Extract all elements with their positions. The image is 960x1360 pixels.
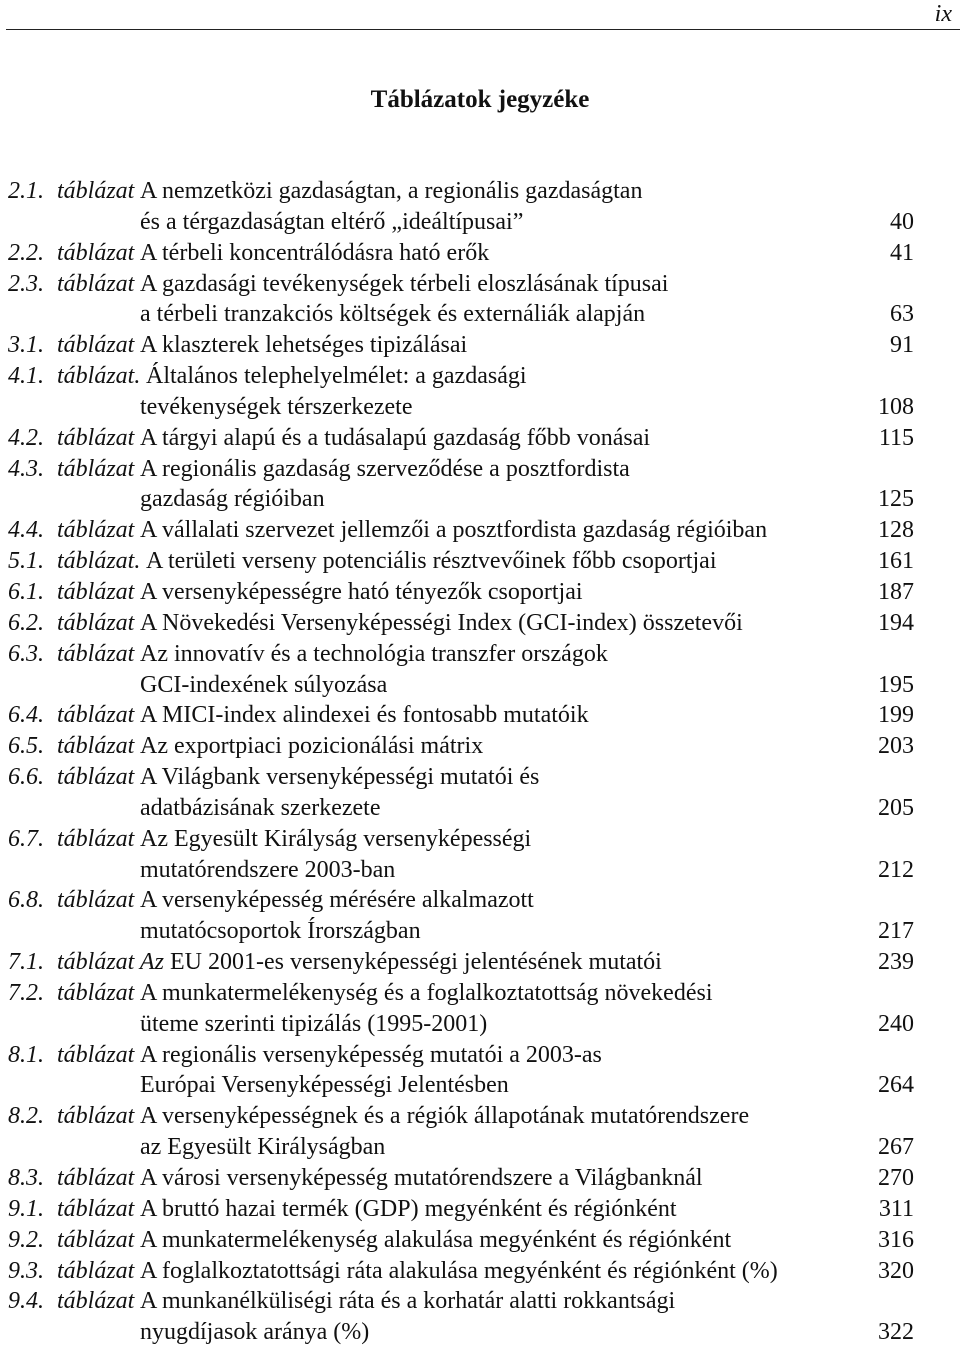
table-number: 2.1. bbox=[8, 178, 44, 204]
toc-entry-line bbox=[0, 793, 960, 824]
toc-entry-line bbox=[0, 700, 960, 731]
table-title: A foglalkoztatottsági ráta alakulása megyénként és régiónként (%) bbox=[140, 1257, 778, 1284]
table-title: A munkatermelékenység alakulása megyénként és régiónként bbox=[140, 1226, 732, 1253]
table-number: 7.1. bbox=[8, 949, 44, 976]
table-number: 8.1. bbox=[8, 1041, 44, 1068]
table-title: Az exportpiaci pozicionálási mátrix bbox=[140, 733, 484, 760]
toc-entry[interactable] bbox=[0, 269, 960, 331]
table-number: 9.4. bbox=[8, 1288, 44, 1315]
table-number: 4.3. bbox=[8, 455, 44, 482]
toc-entry-line bbox=[0, 1286, 960, 1317]
table-title: GCI-indexének súlyozása bbox=[140, 671, 388, 698]
page-ref: 240 bbox=[878, 1010, 914, 1037]
page-ref: 320 bbox=[878, 1257, 914, 1284]
toc-entry[interactable] bbox=[0, 515, 960, 546]
toc-entry-line bbox=[0, 299, 960, 330]
table-list bbox=[0, 176, 960, 1348]
table-title: A versenyképességre ható tényezők csoportjai bbox=[140, 578, 583, 605]
table-label: táblázat bbox=[57, 887, 135, 914]
table-number: 8.3. bbox=[8, 1165, 44, 1191]
table-label: táblázat bbox=[57, 1165, 135, 1191]
page-ref: 187 bbox=[878, 578, 914, 605]
table-label: táblázat bbox=[57, 609, 135, 636]
table-label: táblázat bbox=[57, 702, 135, 729]
page-ref: 91 bbox=[890, 332, 914, 359]
table-title: Európai Versenyképességi Jelentésben bbox=[140, 1072, 509, 1099]
toc-entry-line bbox=[0, 762, 960, 793]
table-title: A bruttó hazai termék (GDP) megyénként és régiónként bbox=[140, 1195, 677, 1222]
table-number: 9.2. bbox=[8, 1226, 44, 1253]
table-number: 6.4. bbox=[8, 702, 44, 729]
page-ref: 205 bbox=[878, 794, 914, 821]
toc-entry[interactable] bbox=[0, 330, 960, 361]
table-title: A munkatermelékenység és a foglalkoztatottság növekedési bbox=[140, 979, 713, 1006]
page-ref: 195 bbox=[878, 671, 914, 698]
table-label: táblázat bbox=[57, 733, 135, 760]
page-ref: 322 bbox=[878, 1319, 914, 1346]
toc-entry-line bbox=[0, 484, 960, 515]
table-title: Általános telephelyelmélet: a gazdasági bbox=[146, 363, 527, 390]
table-label: táblázat bbox=[57, 578, 135, 605]
page-ref: 217 bbox=[878, 918, 914, 945]
table-title: A versenyképesség mérésére alkalmazott bbox=[140, 887, 534, 914]
toc-entry-line bbox=[0, 1040, 960, 1071]
table-number: 6.6. bbox=[8, 764, 44, 791]
table-label: táblázat bbox=[57, 517, 135, 544]
toc-entry[interactable] bbox=[0, 176, 960, 238]
toc-entry[interactable] bbox=[0, 577, 960, 608]
table-title: A Növekedési Versenyképességi Index (GCI-index) összetevői bbox=[140, 609, 743, 636]
toc-entry-line bbox=[0, 1101, 960, 1132]
table-label: táblázat. bbox=[57, 548, 141, 575]
toc-entry[interactable] bbox=[0, 731, 960, 762]
page-ref: 199 bbox=[878, 702, 914, 729]
table-title: adatbázisának szerkezete bbox=[140, 794, 381, 821]
page-ref: 194 bbox=[878, 609, 914, 636]
table-title: A Világbank versenyképességi mutatói és bbox=[140, 764, 540, 791]
page-ref: 125 bbox=[878, 486, 914, 513]
page-ref: 161 bbox=[878, 548, 914, 575]
table-title: A gazdasági tevékenységek térbeli eloszlásának típusai bbox=[140, 270, 669, 297]
table-title: A területi verseny potenciális résztvevőinek főbb csoportjai bbox=[146, 548, 717, 575]
table-label: táblázat bbox=[57, 1288, 135, 1315]
table-title: A MICI-index alindexei és fontosabb mutatóik bbox=[140, 702, 589, 729]
toc-entry[interactable] bbox=[0, 1256, 960, 1287]
table-label: táblázat bbox=[57, 1041, 135, 1068]
toc-entry-line bbox=[0, 238, 960, 269]
table-title: mutatócsoportok Írországban bbox=[140, 918, 421, 945]
table-title: A tárgyi alapú és a tudásalapú gazdaság főbb vonásai bbox=[140, 424, 651, 451]
table-number: 5.1. bbox=[8, 548, 44, 575]
table-title: A vállalati szervezet jellemzői a posztfordista gazdaság régióiban bbox=[140, 517, 768, 544]
toc-entry[interactable] bbox=[0, 546, 960, 577]
table-label: táblázat bbox=[57, 825, 135, 852]
toc-entry-line bbox=[0, 855, 960, 886]
table-number: 9.3. bbox=[8, 1257, 44, 1284]
table-number: 6.3. bbox=[8, 640, 44, 667]
page-title: Táblázatok jegyzéke bbox=[370, 86, 590, 113]
table-label: táblázat bbox=[57, 764, 135, 791]
table-title: A nemzetközi gazdaságtan, a regionális gazdaságtan bbox=[140, 178, 643, 204]
table-title: üteme szerinti tipizálás (1995-2001) bbox=[140, 1010, 488, 1037]
toc-entry[interactable] bbox=[0, 700, 960, 731]
toc-entry-line bbox=[0, 269, 960, 300]
toc-entry-line bbox=[0, 1163, 960, 1194]
table-label: táblázat bbox=[57, 455, 135, 482]
table-number: 2.2. bbox=[8, 239, 44, 266]
table-number: 6.8. bbox=[8, 887, 44, 914]
table-title: Az Egyesült Királyság versenyképességi bbox=[140, 825, 532, 852]
page-ref: 63 bbox=[890, 301, 914, 328]
toc-entry-line bbox=[0, 639, 960, 670]
toc-entry[interactable] bbox=[0, 947, 960, 978]
table-number: 2.3. bbox=[8, 270, 44, 297]
toc-entry-line bbox=[0, 947, 960, 978]
toc-entry[interactable] bbox=[0, 1040, 960, 1102]
page-number: ix bbox=[934, 1, 952, 27]
page-header bbox=[6, 0, 960, 30]
toc-entry[interactable] bbox=[0, 1286, 960, 1348]
table-number: 3.1. bbox=[8, 332, 44, 359]
page-ref: 128 bbox=[878, 517, 914, 544]
toc-entry-line bbox=[0, 515, 960, 546]
table-label: táblázat bbox=[57, 270, 135, 297]
page-ref: 264 bbox=[878, 1072, 914, 1099]
toc-entry[interactable] bbox=[0, 1101, 960, 1163]
table-title: A klaszterek lehetséges tipizálásai bbox=[140, 332, 468, 359]
table-label: táblázat bbox=[57, 1257, 135, 1284]
table-label: táblázat bbox=[57, 239, 135, 266]
toc-entry-line bbox=[0, 1256, 960, 1287]
toc-entry[interactable] bbox=[0, 762, 960, 824]
table-number: 4.4. bbox=[8, 517, 44, 544]
toc-entry-line bbox=[0, 330, 960, 361]
toc-entry-line bbox=[0, 670, 960, 701]
toc-entry-line bbox=[0, 824, 960, 855]
toc-entry-line bbox=[0, 176, 960, 207]
toc-entry-line bbox=[0, 1317, 960, 1348]
toc-entry-line bbox=[0, 1225, 960, 1256]
toc-entry-line bbox=[0, 885, 960, 916]
toc-entry-line bbox=[0, 1070, 960, 1101]
toc-entry[interactable] bbox=[0, 978, 960, 1040]
page-ref: 239 bbox=[878, 949, 914, 976]
table-title: A versenyképességnek és a régiók állapotának mutatórendszere bbox=[140, 1103, 750, 1130]
table-title: és a térgazdaságtan eltérő „ideáltípusai” bbox=[140, 208, 524, 235]
table-number: 6.1. bbox=[8, 578, 44, 605]
page-ref: 108 bbox=[878, 393, 914, 420]
page-ref: 311 bbox=[878, 1195, 914, 1222]
table-number: 6.2. bbox=[8, 609, 44, 636]
table-title: nyugdíjasok aránya (%) bbox=[140, 1319, 370, 1346]
page-ref: 267 bbox=[878, 1134, 914, 1161]
toc-entry-line bbox=[0, 1009, 960, 1040]
table-number: 6.5. bbox=[8, 733, 44, 760]
toc-entry-line bbox=[0, 978, 960, 1009]
toc-entry-line bbox=[0, 577, 960, 608]
table-label: táblázat bbox=[57, 178, 135, 204]
toc-entry-line bbox=[0, 454, 960, 485]
toc-entry[interactable] bbox=[0, 824, 960, 886]
page-ref: 270 bbox=[878, 1165, 914, 1191]
page-ref: 115 bbox=[878, 424, 914, 451]
table-title: A térbeli koncentrálódásra ható erők bbox=[140, 239, 490, 266]
table-number: 8.2. bbox=[8, 1103, 44, 1130]
table-label: táblázat bbox=[57, 332, 135, 359]
table-label: táblázat bbox=[57, 424, 135, 451]
toc-entry[interactable] bbox=[0, 639, 960, 701]
table-label: táblázat bbox=[57, 1195, 135, 1222]
page-ref: 212 bbox=[878, 856, 914, 883]
table-label: táblázat. bbox=[57, 363, 141, 390]
toc-entry-line bbox=[0, 207, 960, 238]
toc-entry-line bbox=[0, 1194, 960, 1225]
table-title: A városi versenyképesség mutatórendszere a Világbanknál bbox=[140, 1165, 703, 1191]
toc-entry-line bbox=[0, 916, 960, 947]
table-title: gazdaság régióiban bbox=[140, 486, 325, 513]
toc-entry[interactable] bbox=[0, 361, 960, 423]
table-label: táblázat bbox=[57, 1226, 135, 1253]
page-ref: 40 bbox=[890, 208, 914, 235]
toc-entry[interactable] bbox=[0, 608, 960, 639]
table-title: az Egyesült Királyságban bbox=[140, 1134, 386, 1161]
toc-entry[interactable] bbox=[0, 1194, 960, 1225]
toc-entry-line bbox=[0, 608, 960, 639]
table-title: Az innovatív és a technológia transzfer országok bbox=[140, 640, 608, 667]
toc-entry[interactable] bbox=[0, 454, 960, 516]
table-label: táblázat bbox=[57, 1103, 135, 1130]
toc-entry[interactable] bbox=[0, 885, 960, 947]
table-number: 4.2. bbox=[8, 424, 44, 451]
page-ref: 316 bbox=[878, 1226, 914, 1253]
table-title: tevékenységek térszerkezete bbox=[140, 393, 413, 420]
page-ref: 41 bbox=[890, 239, 914, 266]
toc-entry[interactable] bbox=[0, 1163, 960, 1194]
table-label: táblázat bbox=[57, 640, 135, 667]
table-number: 9.1. bbox=[8, 1195, 44, 1222]
toc-entry-line bbox=[0, 731, 960, 762]
table-title: A regionális versenyképesség mutatói a 2003-as bbox=[140, 1041, 602, 1068]
toc-entry-line bbox=[0, 361, 960, 392]
table-title: mutatórendszere 2003-ban bbox=[140, 856, 396, 883]
toc-entry-line bbox=[0, 546, 960, 577]
table-title: A munkanélküliségi ráta és a korhatár alatti rokkantsági bbox=[140, 1288, 676, 1315]
table-title: a térbeli tranzakciós költségek és externáliák alapján bbox=[140, 301, 646, 328]
table-number: 6.7. bbox=[8, 825, 44, 852]
table-label: táblázat Az bbox=[57, 949, 164, 976]
toc-entry[interactable] bbox=[0, 238, 960, 269]
table-title: EU 2001-es versenyképességi jelentésének mutatói bbox=[170, 949, 662, 976]
table-number: 7.2. bbox=[8, 979, 44, 1006]
toc-entry[interactable] bbox=[0, 423, 960, 454]
toc-entry-line bbox=[0, 392, 960, 423]
table-number: 4.1. bbox=[8, 363, 44, 390]
page-ref: 203 bbox=[878, 733, 914, 760]
toc-entry-line bbox=[0, 423, 960, 454]
toc-entry-line bbox=[0, 1132, 960, 1163]
toc-entry[interactable] bbox=[0, 1225, 960, 1256]
table-title: A regionális gazdaság szerveződése a posztfordista bbox=[140, 455, 630, 482]
table-label: táblázat bbox=[57, 979, 135, 1006]
